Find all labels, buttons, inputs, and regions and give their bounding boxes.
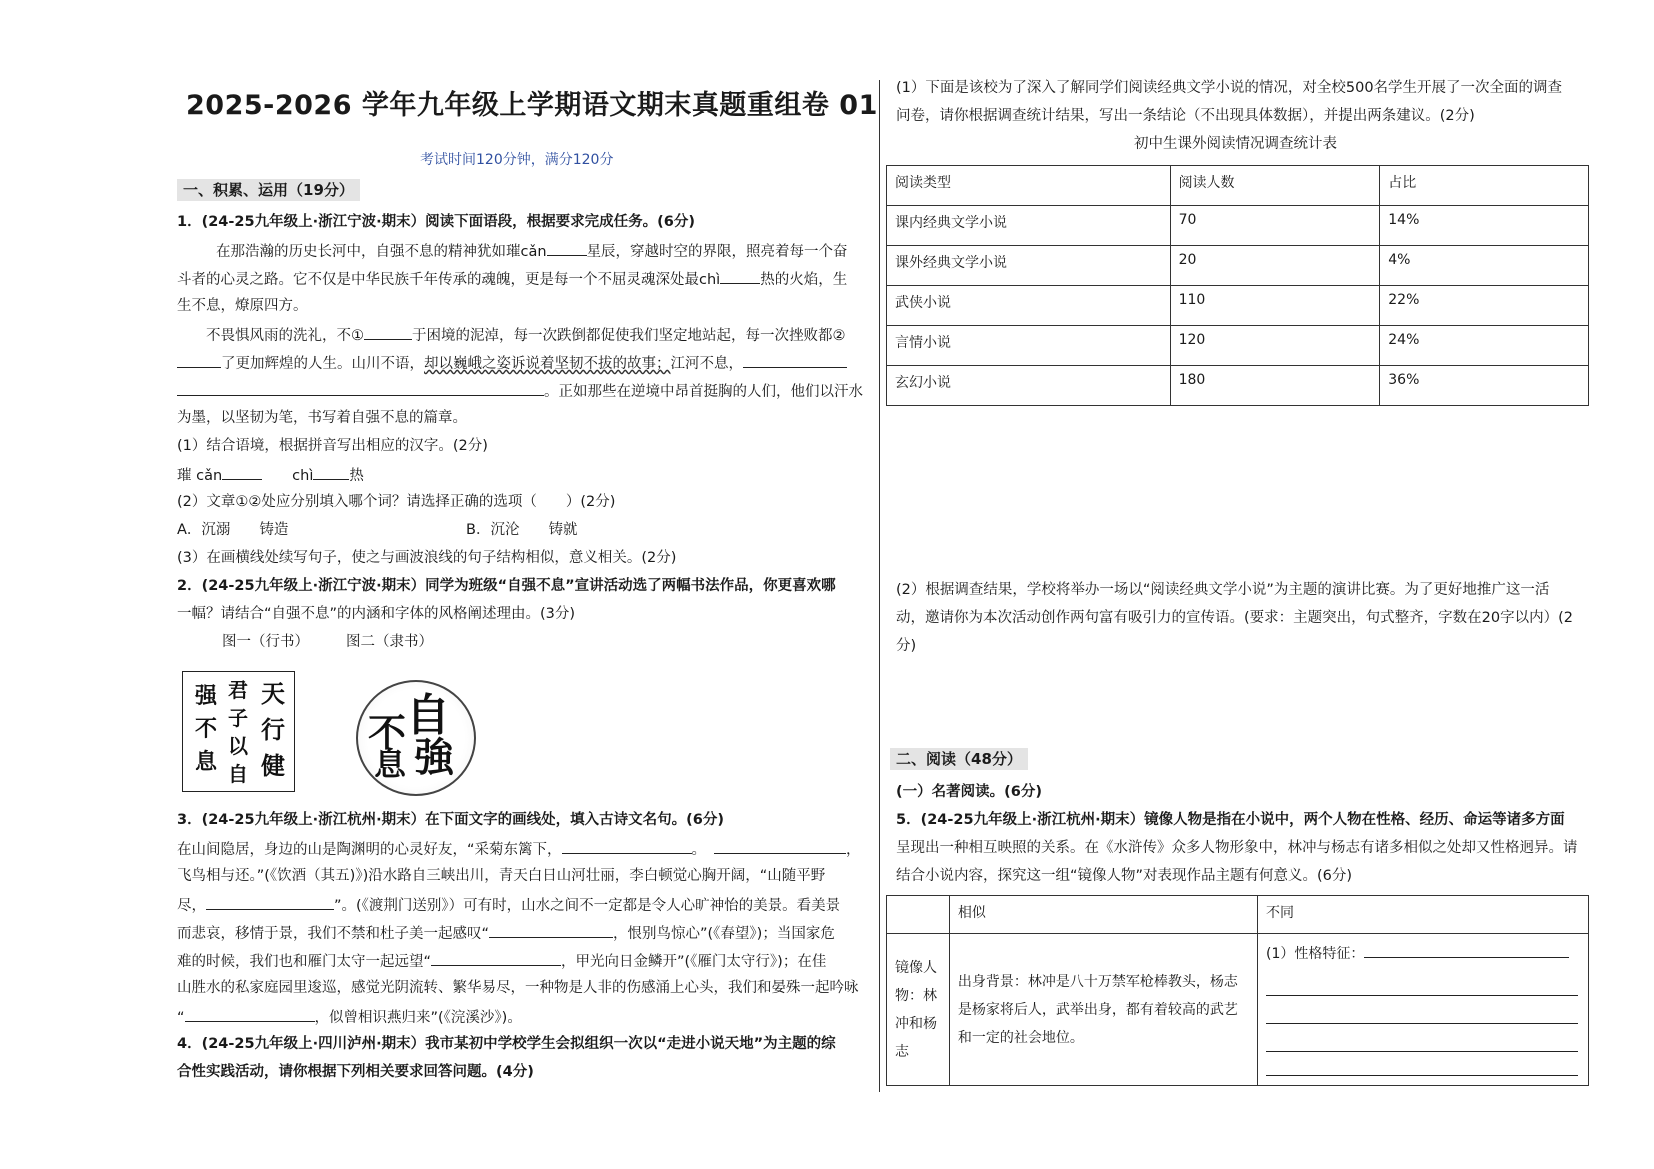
calligraphy-column: 天行健 xyxy=(261,679,285,780)
column-divider xyxy=(879,80,880,1092)
question-4-heading: 4．(24-25九年级上·四川泸州·期末）我市某初中学校学生会拟组织一次以“走进小说天地”为主题的综 xyxy=(177,1036,836,1052)
table-cell: 70 xyxy=(1170,206,1380,246)
table-row xyxy=(887,246,1589,286)
table-cell: 24% xyxy=(1380,326,1589,366)
table-header-cell: 相似 xyxy=(949,896,1257,934)
table-cell: 14% xyxy=(1380,206,1589,246)
table-cell: 110 xyxy=(1170,286,1380,326)
q3-passage-line: 在山间隐居，身边的山是陶渊明的心灵好友，“采菊东篱下， 。 ， xyxy=(177,838,861,860)
sub-section-heading: (一）名著阅读。(6分) xyxy=(896,784,1042,800)
q1-option-b: B．沉沦 铸就 xyxy=(466,522,578,538)
table-header-cell: 占比 xyxy=(1380,166,1589,206)
q1-passage-line: 生不息，燎原四方。 xyxy=(177,298,308,314)
table-row xyxy=(887,366,1589,406)
calligraphy-column: 君子以自 xyxy=(228,678,248,786)
q1-passage-line: 为墨，以坚韧为笔，书写着自强不息的篇章。 xyxy=(177,410,467,426)
table-cell: 玄幻小说 xyxy=(887,366,1171,406)
q3-passage-line: 山胜水的私家庭园里逡巡，感觉光阴流转、繁华易尽，一种物是人非的伤感涌上心头，我们和晏殊一起吟咏 xyxy=(177,980,859,996)
table-row xyxy=(887,934,1589,1086)
calligraphy-figure-2 xyxy=(356,680,476,796)
section-heading-1: 一、积累、运用（19分） xyxy=(177,179,360,201)
calligraphy-char: 息 xyxy=(374,745,407,783)
q1-passage-line: 了更加辉煌的人生。山川不语，却以巍峨之姿诉说着坚韧不拔的故事；江河不息， xyxy=(177,352,847,374)
question-5-text: 5．(24-25九年级上·浙江杭州·期末）镜像人物是指在小说中，两个人物在性格、经历、命运等诸多方面 xyxy=(896,812,1565,828)
q1-option-a: A．沉溺 铸造 xyxy=(177,522,289,538)
survey-table xyxy=(886,165,1589,406)
table-cell: 22% xyxy=(1380,286,1589,326)
q1-passage-line: 。正如那些在逆境中昂首挺胸的人们，他们以汗水 xyxy=(177,380,863,402)
q4-sub-question-1: (1）下面是该校为了深入了解同学们阅读经典文学小说的情况，对全校500名学生开展了一次全面的调查 xyxy=(896,80,1563,96)
question-5-text: 结合小说内容，探究这一组“镜像人物”对表现作品主题有何意义。(6分) xyxy=(896,868,1353,884)
calligraphy-column: 强不息 xyxy=(195,683,218,775)
q3-passage-line: 尽， ”。(《渡荆门送别》）可有时，山水之间不一定都是令人心旷神怡的美景。看美景 xyxy=(177,894,840,916)
q4-sub-question-2: (2）根据调查结果，学校将举办一场以“阅读经典文学小说”为主题的演讲比赛。为了更好地推广这一活 xyxy=(896,582,1550,598)
q1-answer-blanks: 璀 cǎn chì 热 xyxy=(177,464,364,486)
table-row xyxy=(887,206,1589,246)
figure-2-caption: 图二（隶书） xyxy=(346,634,433,650)
q3-passage-line: 飞鸟相与还。”(《饮酒（其五)》)沿水路自三峡出川，青天白日山河壮丽，李白顿觉心胸开阔，“山随平野 xyxy=(177,868,826,884)
calligraphy-figure-1 xyxy=(182,671,295,792)
question-1-heading: 1．(24-25九年级上·浙江宁波·期末）阅读下面语段，根据要求完成任务。(6分) xyxy=(177,214,695,230)
q4-sub-question-2: 动，邀请你为本次活动创作两句富有吸引力的宣传语。(要求：主题突出，句式整齐，字数在20字以内）(2 xyxy=(896,610,1573,626)
calligraphy-char: 強 xyxy=(414,734,454,781)
table-cell: 武侠小说 xyxy=(887,286,1171,326)
question-4-heading: 合性实践活动，请你根据下列相关要求回答问题。(4分) xyxy=(177,1064,534,1080)
table-cell: 4% xyxy=(1380,246,1589,286)
exam-info: 考试时间120分钟，满分120分 xyxy=(420,152,614,168)
table-cell: 言情小说 xyxy=(887,326,1171,366)
row-label-cell: 镜像人 物：林 冲和杨 志 xyxy=(887,934,950,1086)
table-header-row xyxy=(887,166,1589,206)
table-row xyxy=(887,326,1589,366)
table-header-cell xyxy=(887,896,950,934)
table-header-cell: 不同 xyxy=(1257,896,1588,934)
table-cell: 课外经典文学小说 xyxy=(887,246,1171,286)
table-cell: 180 xyxy=(1170,366,1380,406)
table-header-row xyxy=(887,896,1589,934)
table-cell: 120 xyxy=(1170,326,1380,366)
q1-passage-line: 斗者的心灵之路。它不仅是中华民族千年传承的魂魄，更是每一个不屈灵魂深处最chì 热的火焰，生 xyxy=(177,268,847,290)
similar-cell: 出身背景：林冲是八十万禁军枪棒教头，杨志 是杨家将后人，武举出身，都有着较高的武艺 和一定的社会地位。 xyxy=(949,934,1257,1086)
answer-line xyxy=(1266,996,1578,1024)
question-5-text: 呈现出一种相互映照的关系。在《水浒传》众多人物形象中，林冲与杨志有诸多相似之处却又性格迥异。请 xyxy=(896,840,1578,856)
q3-passage-line: 而悲哀，移情于景，我们不禁和杜子美一起感叹“ ，恨别鸟惊心”(《春望》)；当国家危 xyxy=(177,922,835,944)
q1-sub-question-1: (1）结合语境，根据拼音写出相应的汉字。(2分) xyxy=(177,438,488,454)
figure-1-caption: 图一（行书） xyxy=(222,634,309,650)
difference-cell: (1）性格特征： xyxy=(1257,934,1588,1086)
q1-passage-line: 在那浩瀚的历史长河中，自强不息的精神犹如璀cǎn 星辰，穿越时空的界限，照亮着每一个奋 xyxy=(216,240,848,262)
table-cell: 36% xyxy=(1380,366,1589,406)
q4-sub-question-2: 分) xyxy=(896,638,917,654)
calligraphy-char: 不 xyxy=(368,710,407,755)
table-title: 初中生课外阅读情况调查统计表 xyxy=(1134,136,1337,152)
question-2-text: 2．(24-25九年级上·浙江宁波·期末）同学为班级“自强不息”宣讲活动选了两幅书法作品，你更喜欢哪 xyxy=(177,578,836,594)
question-2-text: 一幅？请结合“自强不息”的内涵和字体的风格阐述理由。(3分) xyxy=(177,606,576,622)
q1-passage-line: 不畏惧风雨的洗礼，不① 于困境的泥淖，每一次跌倒都促使我们坚定地站起，每一次挫败都② xyxy=(206,324,846,346)
q1-sub-question-3: (3）在画横线处续写句子，使之与画波浪线的句子结构相似，意义相关。(2分) xyxy=(177,550,677,566)
answer-line xyxy=(1266,1052,1578,1076)
answer-line xyxy=(1266,968,1578,996)
page-title: 2025-2026 学年九年级上学期语文期末真题重组卷 01 xyxy=(186,90,878,121)
q1-sub-question-2: (2）文章①②处应分别填入哪个词？请选择正确的选项（ ）(2分) xyxy=(177,494,616,510)
section-heading-2: 二、阅读（48分） xyxy=(890,748,1028,770)
calligraphy-char: 自 xyxy=(406,690,450,741)
wavy-underlined-sentence: 却以巍峨之姿诉说着坚韧不拔的故事； xyxy=(424,356,671,372)
table-cell: 20 xyxy=(1170,246,1380,286)
q4-sub-question-1: 问卷，请你根据调查统计结果，写出一条结论（不出现具体数据），并提出两条建议。(2分) xyxy=(896,108,1475,124)
question-3-heading: 3．(24-25九年级上·浙江杭州·期末）在下面文字的画线处，填入古诗文名句。(6分) xyxy=(177,812,724,828)
q3-passage-line: 难的时候，我们也和雁门太守一起远望“ ，甲光向日金鳞开”(《雁门太守行》)；在佳 xyxy=(177,950,826,972)
answer-line xyxy=(1266,1024,1578,1052)
table-row xyxy=(887,286,1589,326)
table-header-cell: 阅读类型 xyxy=(887,166,1171,206)
table-header-cell: 阅读人数 xyxy=(1170,166,1380,206)
table-cell: 课内经典文学小说 xyxy=(887,206,1171,246)
mirror-character-table xyxy=(886,895,1589,1086)
q3-passage-line: “ ，似曾相识燕归来”(《浣溪沙》)。 xyxy=(177,1006,522,1028)
